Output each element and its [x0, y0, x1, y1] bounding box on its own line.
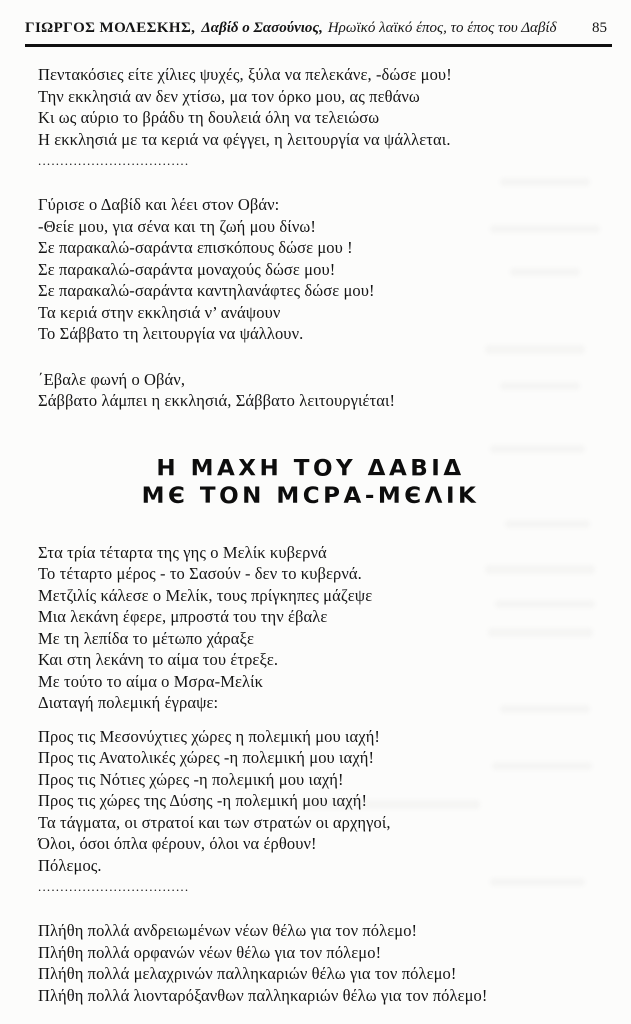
poem-line: Η εκκλησιά με τα κεριά να φέγγει, η λειτουργία να ψάλλεται.: [38, 129, 451, 149]
poem-line: Προς τις Μεσονύχτιες χώρες η πολεμική μου ιαχή!: [38, 726, 381, 746]
poem-line: Σε παρακαλώ-σαράντα καντηλανάφτες δώσε μου!: [38, 281, 375, 300]
stanza-separator-dots: ..................................: [38, 153, 190, 168]
stanza-6: [38, 920, 583, 1006]
stanza-separator-dots: ..................................: [38, 879, 190, 894]
poem-line: Στα τρία τέταρτα της γης ο Μελίκ κυβερνά: [38, 542, 327, 562]
stanza-2: [38, 194, 583, 345]
running-header: [25, 20, 611, 47]
poem-line: Κι ως αύριο το βράδυ τη δουλειά όλη να τελειώσω: [38, 108, 380, 127]
poem-line: Διαταγή πολεμική έγραψε:: [38, 693, 219, 712]
section-title-line1: Η ΜΑΧΗ ΤΟΥ ΔΑΒΙΔ: [156, 455, 465, 481]
poem-line: Σάββατο λάμπει η εκκλησιά, Σάββατο λειτουργιέται!: [38, 391, 396, 410]
running-header-work-subtitle: Ηρωϊκό λαϊκό έπος, το έπος του Δαβίδ: [327, 20, 557, 36]
running-header-author: ΓΙΩΡΓΟΣ ΜΟΛΕΣΚΗΣ,: [25, 20, 196, 36]
poem-line: Προς τις Ανατολικές χώρες -η πολεμική μου ιαχή!: [38, 748, 375, 767]
poem-line: Γύρισε ο Δαβίδ και λέει στον Οβάν:: [38, 195, 280, 214]
poem-line: Τα τάγματα, οι στρατοί και των στρατών οι αρχηγοί,: [38, 812, 391, 832]
stanza-3: [38, 369, 583, 412]
poem-line: ΄Εβαλε φωνή ο Οβάν,: [38, 369, 186, 389]
running-header-work-title: Δαβίδ ο Σασούνιος,: [201, 20, 323, 36]
poem-line: -Θείε μου, για σένα και τη ζωή μου δίνω!: [38, 216, 316, 236]
section-title-line2: ΜЄ ΤΟΝ ΜCΡΑ-ΜЄΛΙΚ: [141, 483, 480, 509]
poem-line: Και στη λεκάνη το αίμα του έτρεξε.: [38, 650, 279, 669]
poem-line: Πλήθη πολλά ανδρειωμένων νέων θέλω για τον πόλεμο!: [38, 921, 418, 940]
poem-line: Προς τις χώρες της Δύσης -η πολεμική μου ιαχή!: [38, 791, 368, 810]
poem-line: Πλήθη πολλά ορφανών νέων θέλω για τον πόλεμο!: [38, 942, 382, 962]
poem-line: Το τέταρτο μέρος - το Σασούν - δεν το κυβερνά.: [38, 564, 362, 583]
poem-line: Πόλεμος.: [38, 855, 102, 875]
poem-line: Προς τις Νότιες χώρες -η πολεμική μου ιαχή!: [38, 769, 344, 789]
poem-line: Πλήθη πολλά λιονταρόξανθων παλληκαριών θέλω για τον πόλεμο!: [38, 985, 488, 1005]
page-number: 85: [592, 20, 607, 36]
stanza-5: [38, 726, 583, 877]
poem-line: Μια λεκάνη έφερε, μπροστά του την έβαλε: [38, 607, 328, 626]
poem-line: Σε παρακαλώ-σαράντα μοναχούς δώσε μου!: [38, 259, 336, 279]
stanza-4: [38, 542, 583, 714]
poem-line: Σε παρακαλώ-σαράντα επισκόπους δώσε μου !: [38, 238, 353, 257]
poem-line: Μετζιλίς κάλεσε ο Μελίκ, τους πρίγκηπες μάζεψε: [38, 585, 373, 605]
poem-line: Με τη λεπίδα το μέτωπο χάραξε: [38, 628, 254, 648]
poem-body: [38, 64, 583, 1006]
poem-line: Όλοι, όσοι όπλα φέρουν, όλοι να έρθουν!: [38, 834, 317, 853]
poem-line: Πεντακόσιες είτε χίλιες ψυχές, ξύλα να πελεκάνε, -δώσε μου!: [38, 65, 452, 84]
poem-line: Την εκκλησιά αν δεν χτίσω, μα τον όρκο μου, ας πεθάνω: [38, 86, 420, 106]
poem-line: Πλήθη πολλά μελαχρινών παλληκαριών θέλω για τον πόλεμο!: [38, 964, 457, 983]
header-rule: [25, 44, 612, 47]
stanza-1: [38, 64, 583, 150]
poem-line: Το Σάββατο τη λειτουργία να ψάλλουν.: [38, 324, 304, 343]
section-title: [38, 455, 583, 511]
poem-line: Τα κεριά στην εκκλησιά ν’ ανάψουν: [38, 302, 281, 322]
poem-line: Με τούτο το αίμα ο Μσρα-Μελίκ: [38, 671, 264, 691]
